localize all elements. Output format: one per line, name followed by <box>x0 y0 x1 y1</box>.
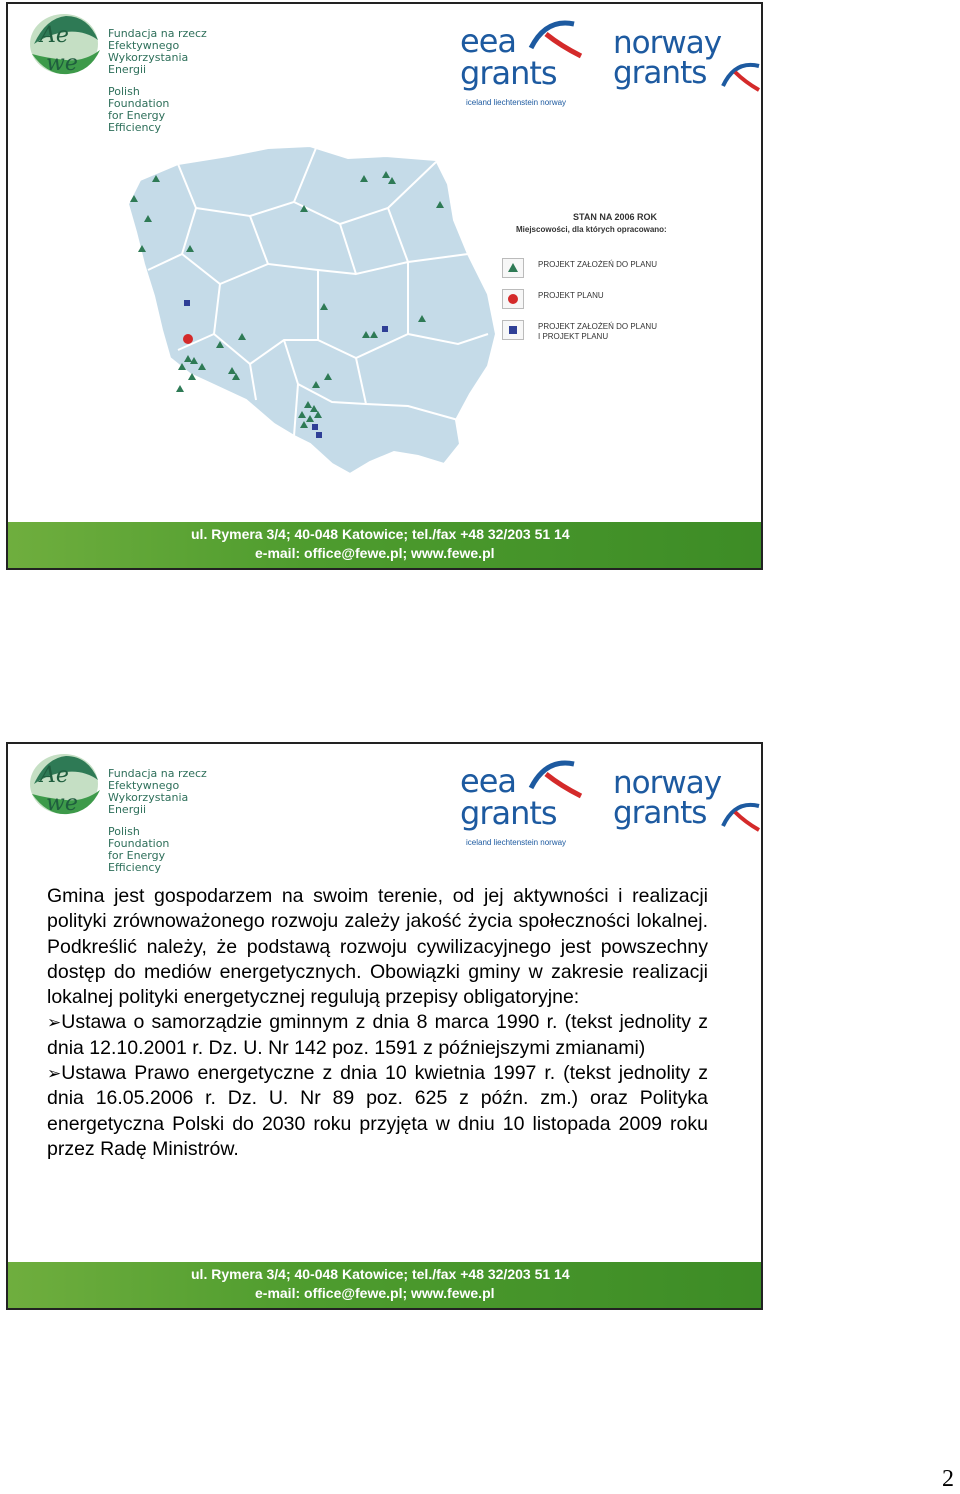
slide-body-text <box>47 884 708 1162</box>
polish-line: Foundation <box>108 837 170 850</box>
svg-text:Ae: Ae <box>40 763 69 788</box>
triangle-marker-icon <box>507 262 519 274</box>
eea-swoosh-icon <box>526 756 586 801</box>
eea-word: eea <box>460 762 516 800</box>
svg-text:we: we <box>46 791 78 816</box>
fewe-logo <box>26 750 226 890</box>
footer-contact: e-mail: office@fewe.pl; www.fewe.pl <box>255 1285 495 1301</box>
eea-tagline: iceland liechtenstein norway <box>466 98 567 107</box>
bullet-ustawa-samorzad <box>47 1010 708 1061</box>
slide-text <box>6 742 763 1310</box>
legend-label-line: I PROJEKT PLANU <box>538 332 609 341</box>
legend-subtitle: Miejscowości, dla których opracowano: <box>516 225 667 234</box>
fewe-logo-mark-icon <box>26 750 104 820</box>
marker-square <box>316 432 322 438</box>
slide-footer <box>8 522 761 568</box>
norway-word: norway <box>613 25 722 61</box>
legend-title: STAN NA 2006 ROK <box>573 212 658 222</box>
polish-line: Polish <box>108 825 140 838</box>
svg-text:we: we <box>46 51 78 76</box>
norway-word: norway <box>613 765 722 801</box>
eea-grants-word: grants <box>460 54 557 92</box>
marker-triangle <box>176 385 184 392</box>
eea-grants-logo <box>458 756 588 846</box>
intro-paragraph: Gmina jest gospodarzem na swoim terenie, od jej aktywności i realizacji polityki zrównoważonego rozwoju zależy jakość życia społeczności lokalnej. Podkreślić należy, że podstawą rozwoju cywilizacyjnego jest powszechny dostęp do mediów energetycznych. Obowiązki gminy w zakresie realizacji lokalnej polityki energetycznej regulują przepisy obligatoryjne: <box>47 885 708 1009</box>
norway-grants-logo <box>613 756 763 836</box>
fewe-logo-text <box>108 768 228 874</box>
eea-swoosh-icon <box>526 16 586 61</box>
footer-contact: e-mail: office@fewe.pl; www.fewe.pl <box>255 545 495 561</box>
arrow-bullet-icon: ➢ <box>47 1064 62 1084</box>
fewe-logo-text <box>108 28 228 134</box>
polish-line: for Energy <box>108 849 166 862</box>
norway-swoosh-icon <box>721 56 761 96</box>
legend-label-line: PROJEKT ZAŁOŻEŃ DO PLANU <box>538 322 657 331</box>
marker-square <box>382 326 388 332</box>
legend-label: PROJEKT ZAŁOŻEŃ DO PLANU <box>538 260 657 269</box>
norway-grants-word: grants <box>613 55 707 91</box>
footer-address: ul. Rymera 3/4; 40-048 Katowice; tel./fax +48 32/203 51 14 <box>191 1266 570 1282</box>
fund-line: Wykorzystania <box>108 51 189 64</box>
page-number: 2 <box>942 1466 954 1492</box>
polish-line: Efficiency <box>108 121 161 134</box>
fund-line: Energii <box>108 63 147 76</box>
norway-grants-word: grants <box>613 795 707 831</box>
marker-diamond <box>183 334 193 344</box>
polish-line: Efficiency <box>108 861 161 874</box>
fewe-logo <box>26 10 226 150</box>
norway-grants-logo <box>613 16 763 96</box>
slide-footer <box>8 1262 761 1308</box>
polish-line: Polish <box>108 85 140 98</box>
bullet-text: Ustawa o samorządzie gminnym z dnia 8 marca 1990 r. (tekst jednolity z dnia 12.10.2001 r. Dz. U. Nr 142 poz. 1591 z późniejszymi zmianami) <box>47 1011 708 1059</box>
marker-square <box>312 424 318 430</box>
fund-line: Energii <box>108 803 147 816</box>
fund-line: Fundacja na rzecz <box>108 767 207 780</box>
diamond-marker-icon <box>507 293 519 305</box>
svg-text:Ae: Ae <box>40 23 69 48</box>
fund-line: Efektywnego <box>108 39 180 52</box>
footer-address: ul. Rymera 3/4; 40-048 Katowice; tel./fax +48 32/203 51 14 <box>191 526 570 542</box>
legend-label: PROJEKT PLANU <box>538 291 604 300</box>
polish-line: for Energy <box>108 109 166 122</box>
fund-line: Efektywnego <box>108 779 180 792</box>
eea-grants-logo <box>458 16 588 106</box>
arrow-bullet-icon: ➢ <box>47 1013 62 1033</box>
legend-label <box>538 322 657 342</box>
eea-tagline: iceland liechtenstein norway <box>466 838 567 847</box>
eea-word: eea <box>460 22 516 60</box>
norway-swoosh-icon <box>721 796 761 836</box>
square-marker-icon <box>507 324 519 336</box>
bullet-prawo-energetyczne <box>47 1061 708 1162</box>
marker-square <box>184 300 190 306</box>
slide-map <box>6 2 763 570</box>
eea-grants-word: grants <box>460 794 557 832</box>
bullet-text: Ustawa Prawo energetyczne z dnia 10 kwietnia 1997 r. (tekst jednolity z dnia 16.05.2006 r. Dz. U. Nr 89 poz. 625 z późn. zm.) oraz Polityka energetyczna Polski do 2030 roku przyjęta w dniu 10 listopada 2009 roku przez Radę Ministrów. <box>47 1062 708 1160</box>
fund-line: Fundacja na rzecz <box>108 27 207 40</box>
fewe-logo-mark-icon <box>26 10 104 80</box>
polish-line: Foundation <box>108 97 170 110</box>
map-markers-diamonds <box>183 334 193 344</box>
fund-line: Wykorzystania <box>108 791 189 804</box>
poland-map <box>118 144 508 484</box>
